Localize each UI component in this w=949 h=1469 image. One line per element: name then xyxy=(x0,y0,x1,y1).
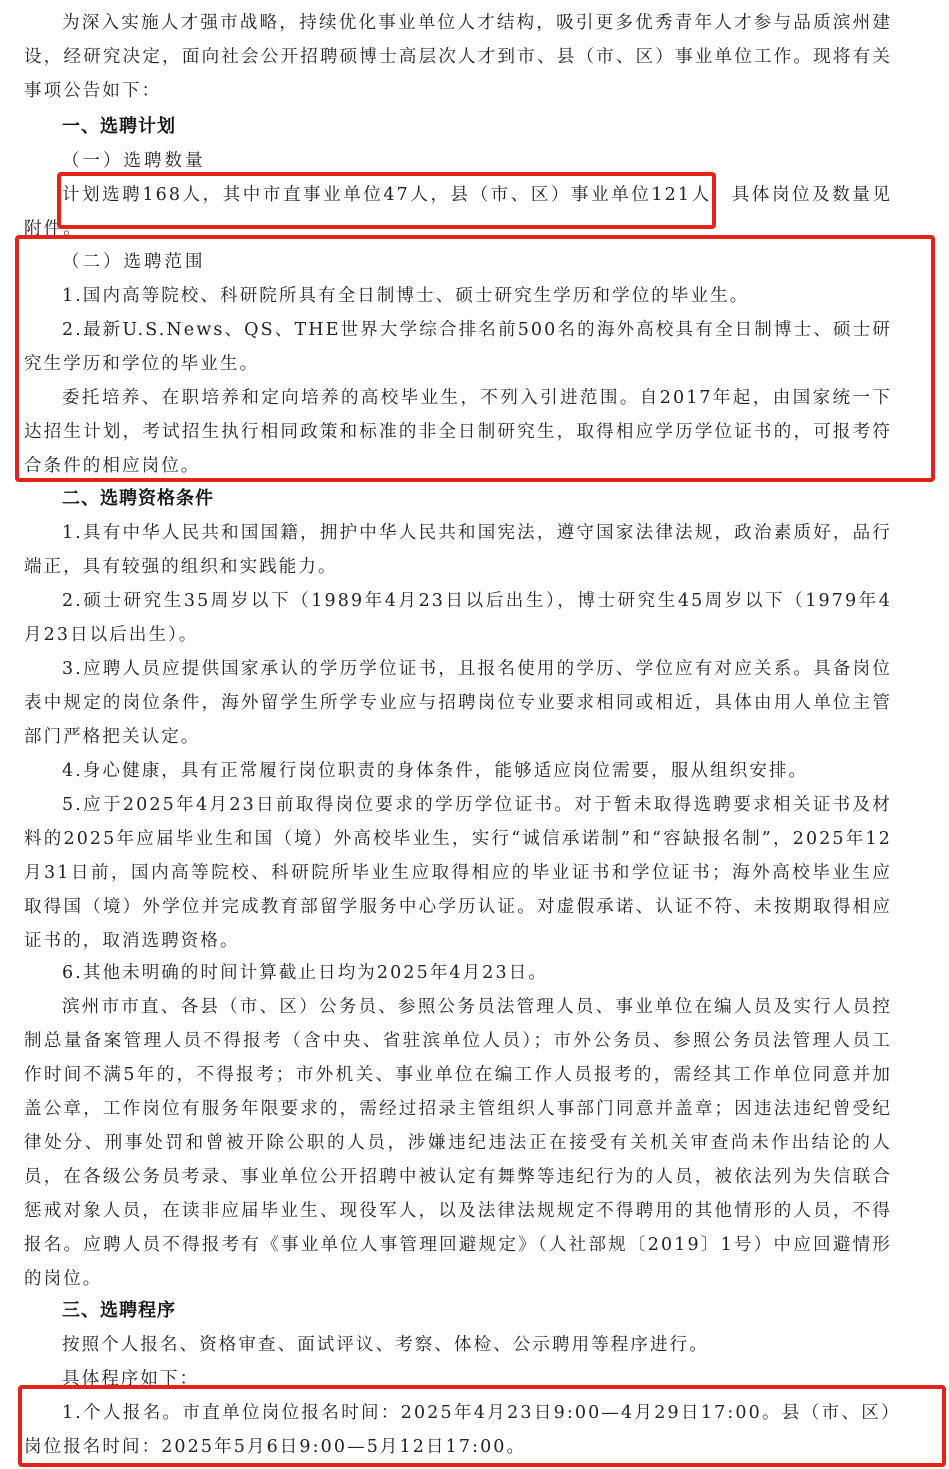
intro-paragraph: 为深入实施人才强市战略，持续优化事业单位人才结构，吸引更多优秀青年人才参与品质滨州建设，经研究决定，面向社会公开招聘硕博士高层次人才到市、县（市、区）事业单位工作。现将有关事项公告如下： xyxy=(24,13,892,101)
section1-note: 委托培养、在职培养和定向培养的高校毕业生，不列入引进范围。自2017年起，由国家统一下达招生计划，考试招生执行相同政策和标准的非全日制研究生，取得相应学历学位证书的，可报考符合条件的相应岗位。 xyxy=(24,388,892,476)
section3-detail-lead: 具体程序如下： xyxy=(62,1369,200,1389)
section1-sub2-heading: （二）选聘范围 xyxy=(62,252,206,272)
section1-item-1: 1.国内高等院校、科研院所具有全日制博士、硕士研究生学历和学位的毕业生。 xyxy=(62,286,750,306)
section1-item-2: 2.最新U.S.News、QS、THE世界大学综合排名前500名的海外高校具有全日制博士、硕士研究生学历和学位的毕业生。 xyxy=(24,320,892,374)
section1-sub1-heading: （一）选聘数量 xyxy=(62,151,206,171)
section1-heading: 一、选聘计划 xyxy=(62,116,176,137)
highlight-box-registration xyxy=(18,1385,946,1467)
section2-item-3: 3.应聘人员应提供国家承认的学历学位证书，且报名使用的学历、学位应有对应关系。具备岗位表中规定的岗位条件，海外留学生所学专业应与招聘岗位专业要求相同或相近，具体由用人单位主管部门严格把关认定。 xyxy=(24,659,892,747)
section3-step-1: 1.个人报名。市直单位岗位报名时间：2025年4月23日9:00—4月29日17:00。县（市、区）岗位报名时间：2025年5月6日9:00—5月12日17:00。 xyxy=(24,1403,892,1457)
section2-item-5: 5.应于2025年4月23日前取得岗位要求的学历学位证书。对于暂未取得选聘要求相关证书及材料的2025年应届毕业生和国（境）外高校毕业生，实行“诚信承诺制”和“容缺报名制”，2025年12月31日前，国内高等院校、科研院所毕业生应取得相应的毕业证书和学位证书；海外高校毕业生应取得国（境）外学位并完成教育部留学服务中心学历认证。对虚假承诺、认证不符、未按期取得相应证书的，取消选聘资格。 xyxy=(24,795,892,951)
section3-overview: 按照个人报名、资格审查、面试评议、考察、体检、公示聘用等程序进行。 xyxy=(62,1335,709,1355)
section2-item-1: 1.具有中华人民共和国国籍，拥护中华人民共和国宪法，遵守国家法律法规，政治素质好，品行端正，具有较强的组织和实践能力。 xyxy=(24,523,892,577)
section2-restriction: 滨州市市直、各县（市、区）公务员、参照公务员法管理人员、事业单位在编人员及实行人员控制总量备案管理人员不得报考（含中央、省驻滨单位人员）；市外公务员、参照公务员法管理人员工作时间不满5年的，不得报考；市外机关、事业单位在编工作人员报考的，需经其工作单位同意并加盖公章，工作岗位有服务年限要求的，需经过招录主管组织人事部门同意并盖章；因违法违纪曾受纪律处分、刑事处罚和曾被开除公职的人员，涉嫌违纪违法正在接受有关机关审查尚未作出结论的人员，在各级公务员考录、事业单位公开招聘中被认定有舞弊等违纪行为的人员，被依法列为失信联合惩戒对象人员，在读非应届毕业生、现役军人，以及法律法规规定不得聘用的其他情形的人员，不得报名。应聘人员不得报考有《事业单位人事管理回避规定》（人社部规〔2019〕1号）中应回避情形的岗位。 xyxy=(24,997,892,1289)
section1-sub1-text: 计划选聘168人，其中市直事业单位47人，县（市、区）事业单位121人，具体岗位及数量见附件。 xyxy=(24,185,892,239)
section2-item-2: 2.硕士研究生35周岁以下（1989年4月23日以后出生），博士研究生45周岁以下（1979年4月23日以后出生）。 xyxy=(24,591,892,645)
section2-heading: 二、选聘资格条件 xyxy=(62,488,214,509)
section2-item-6: 6.其他未明确的时间计算截止日均为2025年4月23日。 xyxy=(62,963,548,983)
section3-heading: 三、选聘程序 xyxy=(62,1300,176,1321)
highlight-box-scope xyxy=(15,235,935,482)
section2-item-4: 4.身心健康，具有正常履行岗位职责的身体条件，能够适应岗位需要，服从组织安排。 xyxy=(62,761,809,781)
highlight-box-quota xyxy=(57,172,716,229)
